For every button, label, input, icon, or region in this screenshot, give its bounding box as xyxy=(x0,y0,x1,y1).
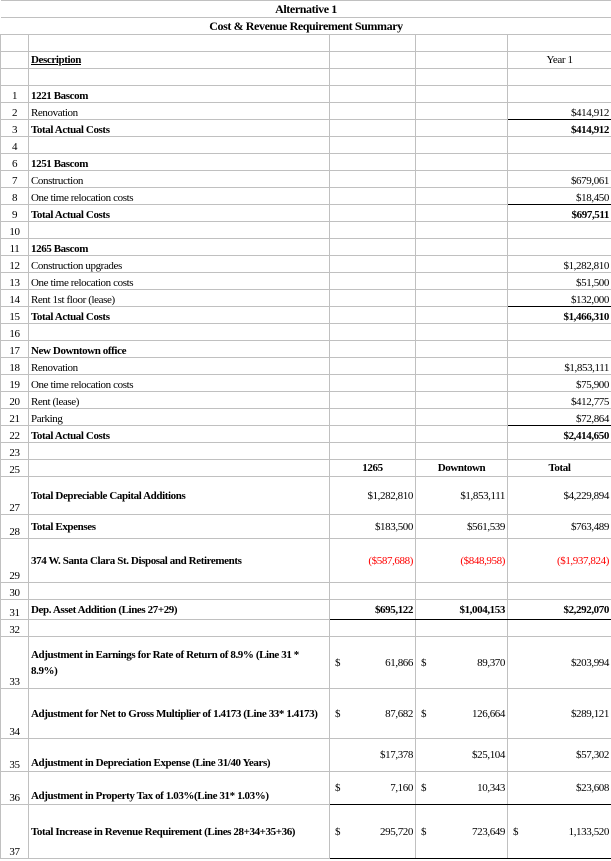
empty-cell[interactable] xyxy=(330,188,416,205)
accounting-value xyxy=(418,657,505,669)
section-total-row xyxy=(1,205,611,222)
amount: 126,664 xyxy=(472,707,505,720)
line-number: 9 xyxy=(1,205,29,222)
section-total-row xyxy=(1,426,611,443)
amount: 10,343 xyxy=(477,782,505,794)
amount: 61,866 xyxy=(385,656,413,669)
line-number: 28 xyxy=(1,515,29,539)
summary-value-total[interactable] xyxy=(508,620,611,637)
cost-item-row xyxy=(1,409,611,426)
empty-cell[interactable] xyxy=(416,86,508,103)
empty-cell[interactable] xyxy=(416,426,508,443)
line-number: 15 xyxy=(1,307,29,324)
line-number: 7 xyxy=(1,171,29,188)
empty-cell[interactable] xyxy=(330,222,416,239)
section-heading[interactable]: 1221 Bascom xyxy=(29,86,330,103)
empty-cell[interactable] xyxy=(508,35,611,52)
line-number: 22 xyxy=(1,426,29,443)
summary-row-label[interactable]: 374 W. Santa Clara St. Disposal and Retirements xyxy=(29,539,330,583)
summary-value-downtown[interactable]: $1,853,111 xyxy=(416,477,508,515)
line-number: 4 xyxy=(1,137,29,154)
summary-row xyxy=(1,689,611,739)
empty-cell[interactable] xyxy=(330,341,416,358)
empty-cell[interactable] xyxy=(416,392,508,409)
line-number: 12 xyxy=(1,256,29,273)
cost-item-row xyxy=(1,171,611,188)
empty-cell[interactable] xyxy=(416,358,508,375)
currency-symbol: $ xyxy=(421,782,427,794)
cost-item-label[interactable]: One time relocation costs xyxy=(29,273,330,290)
summary-value-total[interactable]: ($1,937,824) xyxy=(508,539,611,583)
summary-value-downtown[interactable] xyxy=(416,583,508,600)
empty-cell[interactable] xyxy=(330,273,416,290)
empty-cell[interactable] xyxy=(29,443,330,460)
empty-cell[interactable] xyxy=(330,443,416,460)
currency-symbol: $ xyxy=(421,825,427,838)
currency-symbol: $ xyxy=(335,656,341,669)
summary-row xyxy=(1,583,611,600)
empty-cell[interactable] xyxy=(330,239,416,256)
summary-value-1265[interactable] xyxy=(330,689,416,739)
line-number: 25 xyxy=(1,460,29,477)
empty-cell[interactable] xyxy=(330,69,416,86)
summary-row-label[interactable]: Adjustment for Net to Gross Multiplier of 1.4173 (Line 33* 1.4173) xyxy=(29,689,330,739)
cost-item-value[interactable]: $132,000 xyxy=(508,290,611,307)
empty-cell[interactable] xyxy=(330,154,416,171)
amount: 723,649 xyxy=(472,825,505,838)
empty-cell[interactable] xyxy=(508,137,611,154)
line-number: 8 xyxy=(1,188,29,205)
line-number: 34 xyxy=(1,689,29,739)
cost-item-row xyxy=(1,188,611,205)
summary-row xyxy=(1,515,611,539)
summary-row xyxy=(1,772,611,805)
accounting-value xyxy=(332,708,413,720)
currency-symbol: $ xyxy=(421,707,427,720)
empty-cell[interactable] xyxy=(29,460,330,477)
empty-cell[interactable] xyxy=(330,307,416,324)
empty-cell[interactable] xyxy=(416,154,508,171)
line-number: 30 xyxy=(1,583,29,600)
section-total-row xyxy=(1,120,611,137)
line-number: 29 xyxy=(1,539,29,583)
empty-cell[interactable] xyxy=(330,409,416,426)
line-number: 19 xyxy=(1,375,29,392)
empty-cell[interactable] xyxy=(416,222,508,239)
section-total-value[interactable]: $697,511 xyxy=(508,205,611,222)
line-number-cell xyxy=(1,69,29,86)
summary-value-1265[interactable] xyxy=(330,637,416,689)
summary-row xyxy=(1,637,611,689)
section-total-label[interactable]: Total Actual Costs xyxy=(29,426,330,443)
summary-row-label[interactable] xyxy=(29,583,330,600)
section-heading[interactable]: New Downtown office xyxy=(29,341,330,358)
summary-row-label[interactable]: Total Increase in Revenue Requirement (Lines 28+34+35+36) xyxy=(29,805,330,859)
amount: 295,720 xyxy=(380,825,413,838)
empty-cell[interactable] xyxy=(416,239,508,256)
line-number: 35 xyxy=(1,739,29,772)
accounting-value xyxy=(332,657,413,669)
cost-item-row xyxy=(1,392,611,409)
empty-cell[interactable] xyxy=(330,375,416,392)
empty-cell[interactable] xyxy=(416,103,508,120)
section-heading-row xyxy=(1,154,611,171)
section-total-label[interactable]: Total Actual Costs xyxy=(29,205,330,222)
empty-cell[interactable] xyxy=(416,375,508,392)
line-number: 33 xyxy=(1,637,29,689)
blank-row xyxy=(1,324,611,341)
currency-symbol: $ xyxy=(513,825,519,838)
cost-item-value[interactable]: $18,450 xyxy=(508,188,611,205)
empty-cell[interactable] xyxy=(330,205,416,222)
summary-value-downtown[interactable]: $1,004,153 xyxy=(416,600,508,620)
cost-item-label[interactable]: Construction xyxy=(29,171,330,188)
empty-cell[interactable] xyxy=(330,137,416,154)
line-number: 13 xyxy=(1,273,29,290)
cost-item-row xyxy=(1,290,611,307)
empty-cell[interactable] xyxy=(508,443,611,460)
empty-cell[interactable] xyxy=(29,35,330,52)
blank-row xyxy=(1,137,611,154)
empty-cell[interactable] xyxy=(330,35,416,52)
amount: 87,682 xyxy=(385,707,413,720)
cost-item-value[interactable]: $75,900 xyxy=(508,375,611,392)
summary-row xyxy=(1,620,611,637)
empty-cell[interactable] xyxy=(508,86,611,103)
accounting-value xyxy=(418,782,505,794)
empty-cell[interactable] xyxy=(508,154,611,171)
empty-cell[interactable] xyxy=(29,324,330,341)
section-heading-row xyxy=(1,86,611,103)
description-header: Description xyxy=(29,52,330,69)
summary-value-1265[interactable]: $17,378 xyxy=(330,739,416,772)
summary-value-downtown[interactable] xyxy=(416,620,508,637)
section-total-row xyxy=(1,307,611,324)
summary-value-total[interactable]: $289,121 xyxy=(508,689,611,739)
empty-cell[interactable] xyxy=(416,443,508,460)
line-number-cell xyxy=(1,52,29,69)
cost-sections xyxy=(1,86,611,460)
line-number: 20 xyxy=(1,392,29,409)
summary-row-label[interactable]: Total Expenses xyxy=(29,515,330,539)
accounting-value xyxy=(510,826,609,838)
empty-cell[interactable] xyxy=(330,256,416,273)
accounting-value xyxy=(418,826,505,838)
empty-cell[interactable] xyxy=(508,324,611,341)
year-1-header: Year 1 xyxy=(508,52,611,69)
empty-cell[interactable] xyxy=(29,222,330,239)
cost-item-row xyxy=(1,273,611,290)
section-total-value[interactable]: $2,414,650 xyxy=(508,426,611,443)
line-number: 11 xyxy=(1,239,29,256)
section-total-value[interactable]: $414,912 xyxy=(508,120,611,137)
empty-cell[interactable] xyxy=(29,69,330,86)
summary-row-label[interactable] xyxy=(29,620,330,637)
summary-value-1265[interactable] xyxy=(330,620,416,637)
cost-item-label[interactable]: One time relocation costs xyxy=(29,375,330,392)
cost-item-value[interactable]: $1,282,810 xyxy=(508,256,611,273)
summary-value-downtown[interactable]: ($848,958) xyxy=(416,539,508,583)
summary-row xyxy=(1,805,611,859)
line-number: 14 xyxy=(1,290,29,307)
cost-item-value[interactable]: $72,864 xyxy=(508,409,611,426)
empty-cell[interactable] xyxy=(416,188,508,205)
line-number: 10 xyxy=(1,222,29,239)
column-header-downtown: Downtown xyxy=(416,460,508,477)
blank-row xyxy=(1,222,611,239)
summary-value-total[interactable] xyxy=(508,805,611,859)
line-number: 31 xyxy=(1,600,29,620)
empty-cell[interactable] xyxy=(330,392,416,409)
line-number: 6 xyxy=(1,154,29,171)
summary-row-label[interactable]: Adjustment in Property Tax of 1.03%(Line 31* 1.03%) xyxy=(29,772,330,805)
column-header-1265: 1265 xyxy=(330,460,416,477)
summary-value-total[interactable]: $4,229,894 xyxy=(508,477,611,515)
currency-symbol: $ xyxy=(335,707,341,720)
summary-row-label[interactable]: Adjustment in Earnings for Rate of Return of 8.9% (Line 31 * 8.9%) xyxy=(29,637,330,689)
empty-cell[interactable] xyxy=(330,358,416,375)
column-header-total: Total xyxy=(508,460,611,477)
line-number: 3 xyxy=(1,120,29,137)
line-number: 27 xyxy=(1,477,29,515)
section-total-label[interactable]: Total Actual Costs xyxy=(29,307,330,324)
summary-value-total[interactable]: $203,994 xyxy=(508,637,611,689)
empty-cell[interactable] xyxy=(416,307,508,324)
empty-cell[interactable] xyxy=(330,103,416,120)
summary-value-downtown[interactable] xyxy=(416,689,508,739)
amount: 89,370 xyxy=(477,656,505,669)
empty-cell[interactable] xyxy=(330,52,416,69)
summary-header-row xyxy=(1,460,611,477)
cost-item-label[interactable]: Renovation xyxy=(29,103,330,120)
empty-cell[interactable] xyxy=(330,86,416,103)
empty-cell[interactable] xyxy=(416,273,508,290)
cost-item-label[interactable]: Renovation xyxy=(29,358,330,375)
line-number: 18 xyxy=(1,358,29,375)
summary-value-1265[interactable]: $183,500 xyxy=(330,515,416,539)
empty-cell[interactable] xyxy=(330,324,416,341)
cost-item-row xyxy=(1,358,611,375)
section-total-value[interactable]: $1,466,310 xyxy=(508,307,611,324)
empty-cell[interactable] xyxy=(416,290,508,307)
cost-item-value[interactable]: $1,853,111 xyxy=(508,358,611,375)
empty-cell[interactable] xyxy=(416,256,508,273)
currency-symbol: $ xyxy=(421,656,427,669)
cost-item-row xyxy=(1,256,611,273)
empty-cell[interactable] xyxy=(416,137,508,154)
summary-value-total[interactable]: $763,489 xyxy=(508,515,611,539)
empty-cell[interactable] xyxy=(416,120,508,137)
summary-value-total[interactable] xyxy=(508,583,611,600)
currency-symbol: $ xyxy=(335,782,341,794)
summary-value-1265[interactable] xyxy=(330,583,416,600)
cost-item-value[interactable]: $412,775 xyxy=(508,392,611,409)
summary-value-total[interactable]: $57,302 xyxy=(508,739,611,772)
cost-item-value[interactable]: $414,912 xyxy=(508,103,611,120)
line-number: 17 xyxy=(1,341,29,358)
line-number: 36 xyxy=(1,772,29,805)
summary-value-downtown[interactable]: $25,104 xyxy=(416,739,508,772)
summary-row xyxy=(1,739,611,772)
summary-value-1265[interactable]: $695,122 xyxy=(330,600,416,620)
section-heading-row xyxy=(1,341,611,358)
summary-row xyxy=(1,600,611,620)
empty-cell[interactable] xyxy=(330,426,416,443)
summary-value-total[interactable]: $2,292,070 xyxy=(508,600,611,620)
summary-value-downtown[interactable] xyxy=(416,805,508,859)
summary-row-label[interactable]: Total Depreciable Capital Additions xyxy=(29,477,330,515)
section-total-label[interactable]: Total Actual Costs xyxy=(29,120,330,137)
section-heading-row xyxy=(1,239,611,256)
empty-cell[interactable] xyxy=(508,69,611,86)
amount: 7,160 xyxy=(390,782,413,794)
empty-cell[interactable] xyxy=(416,409,508,426)
cost-item-label[interactable]: Rent (lease) xyxy=(29,392,330,409)
amount: 1,133,520 xyxy=(568,825,609,838)
summary-value-1265[interactable] xyxy=(330,772,416,805)
blank-row xyxy=(1,443,611,460)
cost-item-row xyxy=(1,103,611,120)
summary-row-label[interactable]: Dep. Asset Addition (Lines 27+29) xyxy=(29,600,330,620)
empty-cell[interactable] xyxy=(416,324,508,341)
empty-cell[interactable] xyxy=(416,35,508,52)
empty-cell[interactable] xyxy=(330,120,416,137)
line-number: 1 xyxy=(1,86,29,103)
summary-value-total[interactable]: $23,608 xyxy=(508,772,611,805)
section-heading[interactable]: 1265 Bascom xyxy=(29,239,330,256)
cost-item-label[interactable]: One time relocation costs xyxy=(29,188,330,205)
summary-value-downtown[interactable]: $561,539 xyxy=(416,515,508,539)
cost-item-label[interactable]: Parking xyxy=(29,409,330,426)
accounting-value xyxy=(332,826,413,838)
summary-row-label[interactable]: Adjustment in Depreciation Expense (Line 31/40 Years) xyxy=(29,739,330,772)
empty-cell[interactable] xyxy=(330,171,416,188)
summary-value-1265[interactable] xyxy=(330,805,416,859)
empty-cell[interactable] xyxy=(416,171,508,188)
cost-item-value[interactable]: $51,500 xyxy=(508,273,611,290)
line-number: 23 xyxy=(1,443,29,460)
cost-item-label[interactable]: Construction upgrades xyxy=(29,256,330,273)
line-number: 37 xyxy=(1,805,29,859)
summary-row xyxy=(1,477,611,515)
empty-cell[interactable] xyxy=(508,239,611,256)
cost-item-label[interactable]: Rent 1st floor (lease) xyxy=(29,290,330,307)
section-heading[interactable]: 1251 Bascom xyxy=(29,154,330,171)
summary-value-downtown[interactable] xyxy=(416,637,508,689)
accounting-value xyxy=(332,782,413,794)
empty-cell[interactable] xyxy=(416,52,508,69)
line-number: 32 xyxy=(1,620,29,637)
currency-symbol: $ xyxy=(335,825,341,838)
line-number: 2 xyxy=(1,103,29,120)
revenue-summary xyxy=(1,460,611,859)
empty-cell[interactable] xyxy=(416,69,508,86)
summary-value-downtown[interactable] xyxy=(416,772,508,805)
line-number: 21 xyxy=(1,409,29,426)
sheet-subtitle: Cost & Revenue Requirement Summary xyxy=(1,18,611,35)
empty-cell[interactable] xyxy=(416,341,508,358)
summary-value-1265[interactable]: $1,282,810 xyxy=(330,477,416,515)
empty-cell[interactable] xyxy=(29,137,330,154)
summary-value-1265[interactable]: ($587,688) xyxy=(330,539,416,583)
cost-item-value[interactable]: $679,061 xyxy=(508,171,611,188)
empty-cell[interactable] xyxy=(508,341,611,358)
empty-cell[interactable] xyxy=(330,290,416,307)
line-number-cell xyxy=(1,35,29,52)
empty-cell[interactable] xyxy=(416,205,508,222)
summary-row xyxy=(1,539,611,583)
line-number: 16 xyxy=(1,324,29,341)
accounting-value xyxy=(418,708,505,720)
cost-item-row xyxy=(1,375,611,392)
empty-cell[interactable] xyxy=(508,222,611,239)
sheet-title: Alternative 1 xyxy=(1,1,611,18)
